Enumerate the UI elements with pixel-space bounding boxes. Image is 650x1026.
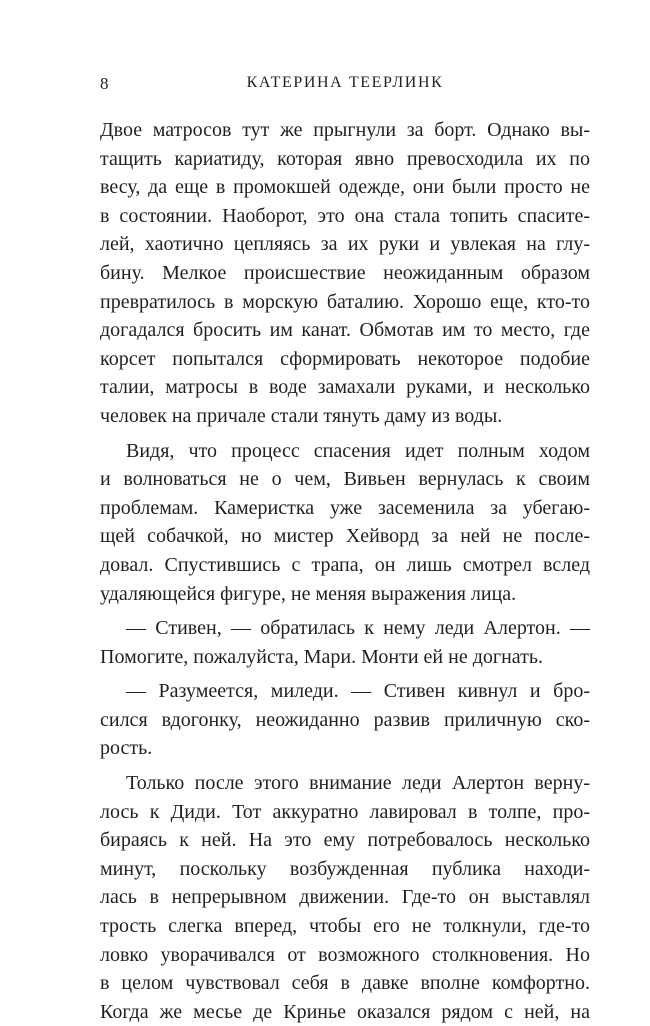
text-line: весу, да еще в промокшей одежде, они были просто не [100, 176, 590, 199]
paragraph-first-line: Видя, что процесс спасения идет полным ходом [126, 439, 590, 462]
page-number: 8 [100, 74, 109, 93]
text-line: трость слегка вперед, чтобы его не толкнули, где-то [100, 915, 590, 938]
body-text [100, 116, 590, 1026]
dialogue-line: — Разумеется, миледи. — Стивен кивнул и бро- [126, 680, 590, 703]
paragraph-first-line: Только после этого внимание леди Алертон верну- [126, 772, 590, 795]
text-line: корсет попытался сформировать некоторое подобие [100, 347, 590, 370]
text-line: человек на причале стали тянуть даму из воды. [100, 404, 503, 427]
text-line: щей собачкой, но мистер Хейворд за ней не после- [100, 525, 590, 548]
text-line: довал. Спустившись с трапа, он лишь смотрел вслед [100, 553, 590, 576]
text-line: ловко уворачивался от возможного столкновения. Но [100, 943, 590, 966]
page-header [100, 74, 590, 98]
text-line: удаляющейся фигуре, не меняя выражения лица. [100, 582, 517, 605]
text-line: в целом чувствовал себя в давке вполне комфортно. [100, 972, 590, 995]
text-line: бираясь к ней. На это ему потребовалось несколько [100, 829, 590, 852]
text-line: тащить кариатиду, которая явно превосходила их по [100, 147, 590, 170]
text-line: талии, матросы в воде замахали руками, и несколько [100, 376, 590, 399]
text-line: рость. [100, 737, 153, 760]
text-line: в состоянии. Наоборот, это она стала топить спасите- [100, 204, 590, 227]
text-line: догадался бросить им канат. Обмотав им то место, где [100, 319, 590, 342]
text-line: минут, поскольку возбужденная публика находи- [100, 857, 590, 880]
text-line: сился вдогонку, неожиданно развив приличную ско- [100, 708, 590, 731]
text-line: Двое матросов тут же прыгнули за борт. Однако вы- [100, 119, 590, 141]
text-line: бину. Мелкое происшествие неожиданным образом [100, 261, 590, 284]
text-line: лось к Диди. Тот аккуратно лавировал в толпе, про- [100, 800, 590, 823]
text-line: Когда же месье де Кринье оказался рядом с ней, на [100, 1000, 590, 1023]
text-line: Помогите, пожалуйста, Мари. Монти ей не догнать. [100, 645, 543, 668]
text-line: и волноваться не о чем, Вивьен вернулась к своим [100, 468, 590, 491]
text-line: превратилось в морскую баталию. Хорошо еще, кто-то [100, 290, 590, 313]
text-line: лей, хаотично цепляясь за их руки и увлекая на глу- [100, 233, 590, 256]
text-line: проблемам. Камеристка уже засеменила за убегаю- [100, 496, 590, 519]
text-line: лась в непрерывном движении. Где-то он выставлял [100, 886, 590, 909]
dialogue-line: — Стивен, — обратилась к нему леди Алертон. — [126, 617, 590, 640]
running-head-author: КАТЕРИНА ТЕЕРЛИНК [246, 74, 444, 91]
